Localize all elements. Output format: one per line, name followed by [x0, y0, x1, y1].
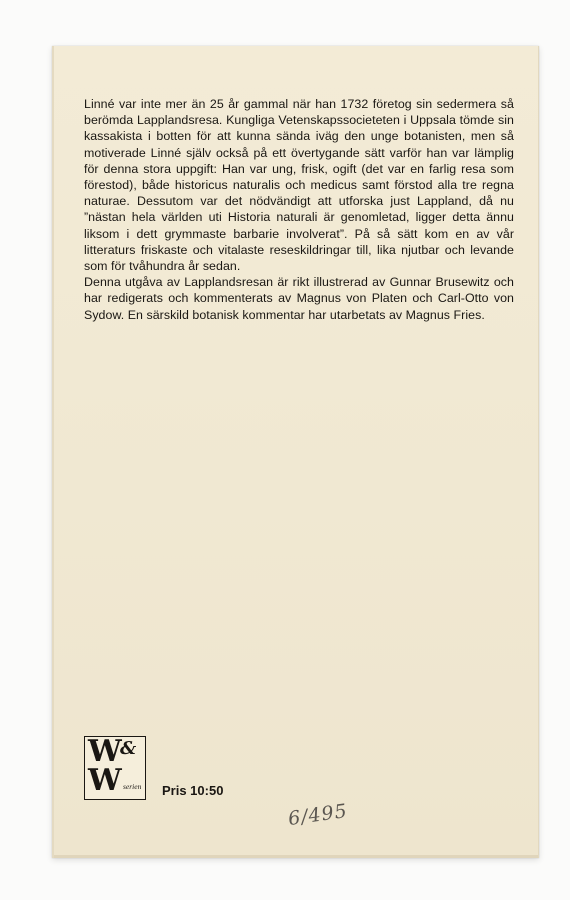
blurb-paragraph-2: Denna utgåva av Lapplandsresan är rikt illustrerad av Gunnar Brusewitz och har redigerats och kommenterats av Magnus von Platen och Carl-Otto von Sydow. En särskild botanisk kommentar har utarbetats av Magnus Fries.	[84, 275, 514, 322]
handwritten-note	[252, 786, 362, 836]
blurb-text	[84, 96, 514, 323]
publisher-logo	[84, 736, 146, 800]
logo-letter-bottom: W	[88, 763, 122, 798]
logo-letter-top: W	[88, 734, 122, 769]
price-label: Pris 10:50	[162, 783, 224, 798]
handwritten-note-text: 6/495	[286, 799, 350, 831]
blurb-paragraph-1: Linné var inte mer än 25 år gammal när han 1732 företog sin sedermera så berömda Lapplandsresa. Kungliga Vetenskapssocieteten i Uppsala tömde sin kassakista i botten för att kunna sända iväg den unge botanisten, men så motiverade Linné själv också på ett övertygande sätt varför han var lämplig för denna stora uppgift: Han var ung, frisk, ogift (det var en farlig resa som förestod), både historicus naturalis och medicus samt förstod alla tre regna naturae. Dessutom var det nödvändigt att utforska just Lappland, då nu ”nästan hela världen uti Historia naturali är genomletad, ligger detta ännu liksom i dett grymmaste barbarie involverat”. På så sätt kom en av vår litteraturs friskaste och vitalaste reseskildringar till, lika njutbar och levande som för tvåhundra år sedan.	[84, 97, 514, 274]
book-back-cover	[52, 46, 539, 858]
logo-series-label: serien	[123, 782, 142, 791]
logo-ampersand: &	[120, 738, 137, 759]
